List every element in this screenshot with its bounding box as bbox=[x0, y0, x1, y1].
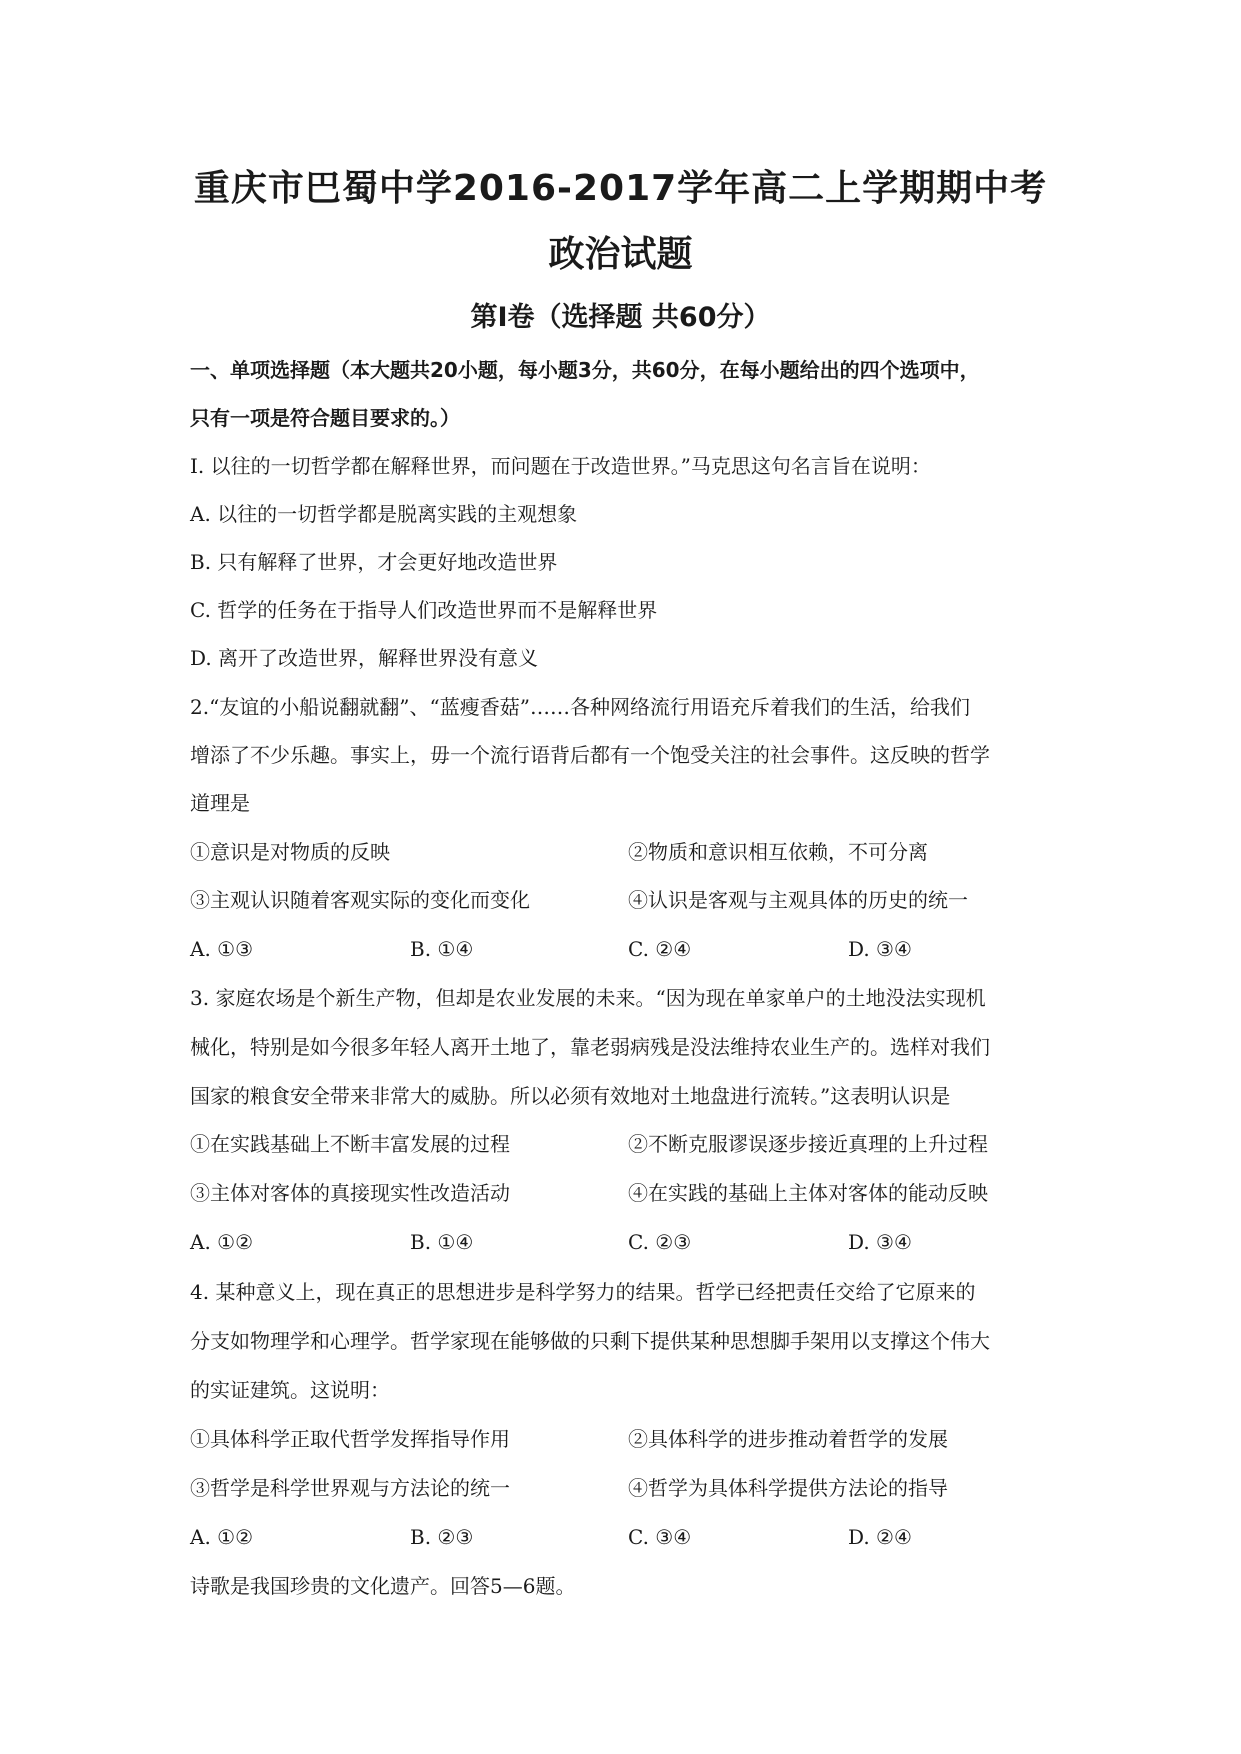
q3-option-b: B. ①④ bbox=[410, 1230, 474, 1254]
q3-option-d: D. ③④ bbox=[848, 1230, 912, 1254]
q3-stem-line-1: 3. 家庭农场是个新生产物，但却是农业发展的未来。“因为现在单家单户的土地没法实现机 bbox=[190, 986, 986, 1010]
q3-statement-3: ③主体对客体的真接现实性改造活动 bbox=[190, 1181, 510, 1205]
q1-option-c: C. 哲学的任务在于指导人们改造世界而不是解释世界 bbox=[190, 598, 658, 622]
q4-statement-4: ④哲学为具体科学提供方法论的指导 bbox=[628, 1476, 948, 1500]
q4-stem-line-1: 4. 某种意义上，现在真正的思想进步是科学努力的结果。哲学已经把责任交给了它原来的 bbox=[190, 1280, 976, 1304]
q2-statement-2: ②物质和意识相互依赖，不可分离 bbox=[628, 840, 928, 864]
q3-statement-1: ①在实践基础上不断丰富发展的过程 bbox=[190, 1132, 510, 1156]
q4-option-a: A. ①② bbox=[190, 1525, 254, 1549]
q3-stem-line-3: 国家的粮食安全带来非常大的威胁。所以必须有效地对土地盘进行流转。”这表明认识是 bbox=[190, 1084, 951, 1108]
q3-option-c: C. ②③ bbox=[628, 1230, 692, 1254]
q2-stem-line-3: 道理是 bbox=[190, 791, 250, 815]
section-instruction-line-2: 只有一项是符合题目要求的。） bbox=[190, 406, 460, 430]
q5-6-intro: 诗歌是我国珍贵的文化遗产。回答5—6题。 bbox=[190, 1574, 576, 1598]
exam-title: 重庆市巴蜀中学2016-2017学年高二上学期期中考 bbox=[193, 168, 1048, 209]
q2-stem-line-2: 增添了不少乐趣。事实上，毋一个流行语背后都有一个饱受关注的社会事件。这反映的哲学 bbox=[190, 743, 990, 767]
q2-stem-line-1: 2.“友谊的小船说翻就翻”、“蓝瘦香菇”……各种网络流行用语充斥着我们的生活，给我们 bbox=[190, 695, 970, 719]
q2-option-a: A. ①③ bbox=[190, 937, 254, 961]
q2-option-d: D. ③④ bbox=[848, 937, 912, 961]
q2-statement-3: ③主观认识随着客观实际的变化而变化 bbox=[190, 888, 530, 912]
q4-statement-2: ②具体科学的进步推动着哲学的发展 bbox=[628, 1427, 948, 1451]
q4-statement-1: ①具体科学正取代哲学发挥指导作用 bbox=[190, 1427, 510, 1451]
q1-stem: I. 以往的一切哲学都在解释世界，而问题在于改造世界。”马克思这句名言旨在说明： bbox=[190, 454, 931, 478]
volume-heading: 第I卷（选择题 共60分） bbox=[470, 302, 771, 333]
q4-stem-line-3: 的实证建筑。这说明： bbox=[190, 1378, 390, 1402]
q3-statement-2: ②不断克服谬误逐步接近真理的上升过程 bbox=[628, 1132, 988, 1156]
q4-option-d: D. ②④ bbox=[848, 1525, 912, 1549]
section-instruction-line-1: 一、单项选择题（本大题共20小题，每小题3分，共60分，在每小题给出的四个选项中， bbox=[190, 358, 980, 382]
q1-option-d: D. 离开了改造世界，解释世界没有意义 bbox=[190, 646, 539, 670]
q4-option-c: C. ③④ bbox=[628, 1525, 692, 1549]
q4-statement-3: ③哲学是科学世界观与方法论的统一 bbox=[190, 1476, 510, 1500]
q3-stem-line-2: 械化，特别是如今很多年轻人离开土地了，靠老弱病残是没法维持农业生产的。选样对我们 bbox=[190, 1035, 990, 1059]
q3-statement-4: ④在实践的基础上主体对客体的能动反映 bbox=[628, 1181, 988, 1205]
q3-option-a: A. ①② bbox=[190, 1230, 254, 1254]
q4-option-b: B. ②③ bbox=[410, 1525, 474, 1549]
q1-option-a: A. 以往的一切哲学都是脱离实践的主观想象 bbox=[190, 502, 578, 526]
q2-statement-4: ④认识是客观与主观具体的历史的统一 bbox=[628, 888, 968, 912]
q2-statement-1: ①意识是对物质的反映 bbox=[190, 840, 390, 864]
q2-option-c: C. ②④ bbox=[628, 937, 692, 961]
exam-subtitle: 政治试题 bbox=[548, 234, 693, 275]
q2-option-b: B. ①④ bbox=[410, 937, 474, 961]
q4-stem-line-2: 分支如物理学和心理学。哲学家现在能够做的只剩下提供某种思想脚手架用以支撑这个伟大 bbox=[190, 1329, 990, 1353]
q1-option-b: B. 只有解释了世界，才会更好地改造世界 bbox=[190, 550, 558, 574]
